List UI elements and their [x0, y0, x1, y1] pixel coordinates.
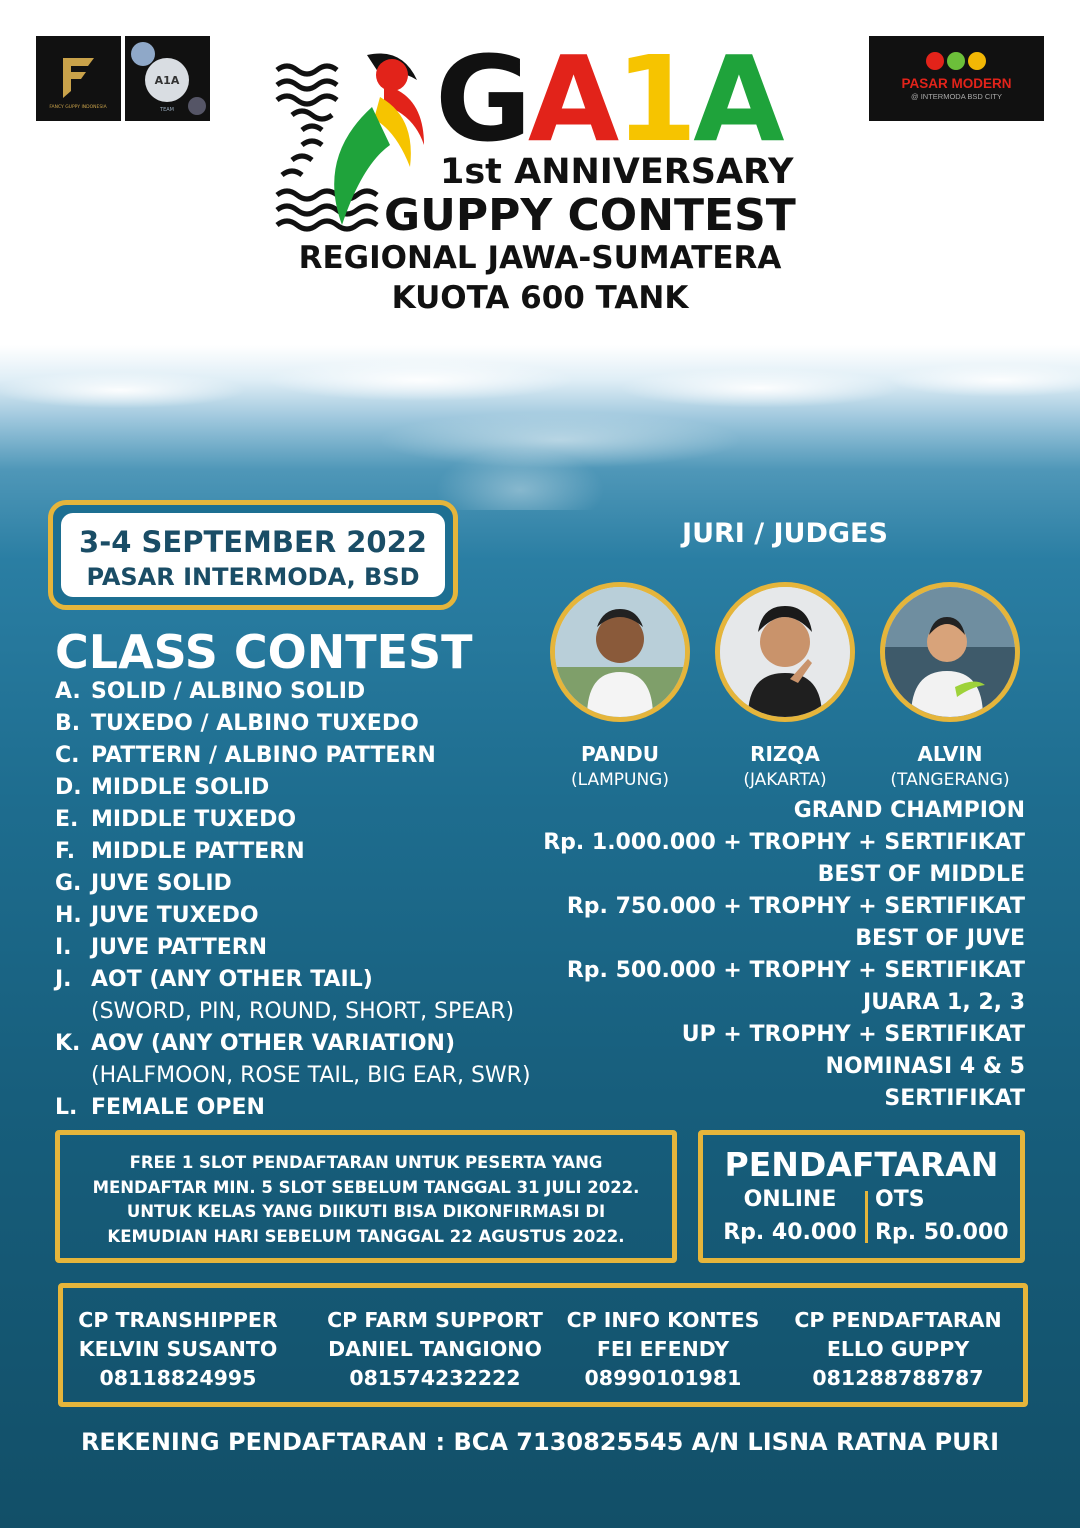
- class-letter: L.: [55, 1095, 78, 1120]
- judge-city: (TANGERANG): [890, 770, 1010, 790]
- class-letter: H.: [55, 903, 82, 928]
- avatar: [550, 582, 690, 722]
- class-label: JUVE TUXEDO: [91, 903, 259, 928]
- promo-line: UNTUK KELAS YANG DIIKUTI BISA DIKONFIRMASI DI: [126, 1202, 606, 1221]
- contact-name: ELLO GUPPY: [826, 1337, 970, 1361]
- class-letter: A.: [55, 679, 81, 704]
- bank-account-info: REKENING PENDAFTARAN : BCA 7130825545 A/N LISNA RATNA PURI: [80, 1428, 1000, 1456]
- contact-name: KELVIN SUSANTO: [78, 1337, 278, 1361]
- person-photo-icon: [720, 587, 850, 717]
- contact-farm-support: [320, 1306, 550, 1393]
- class-label: MIDDLE TUXEDO: [91, 807, 297, 832]
- promo-line: FREE 1 SLOT PENDAFTARAN UNTUK PESERTA YANG: [129, 1153, 603, 1172]
- registration-fee-box: [698, 1130, 1025, 1263]
- prize-title: BEST OF JUVE: [855, 926, 1025, 951]
- avatar: [880, 582, 1020, 722]
- online-price: Rp. 40.000: [723, 1220, 857, 1245]
- class-letter: E.: [55, 807, 79, 832]
- sponsor-logo-2: [125, 36, 210, 121]
- online-label: ONLINE: [743, 1187, 837, 1212]
- event-date-inner: [61, 513, 445, 597]
- contact-phone: 081288788787: [812, 1366, 984, 1390]
- class-label: JUVE SOLID: [91, 871, 232, 896]
- contact-role: CP INFO KONTES: [566, 1308, 760, 1332]
- class-item: [55, 772, 531, 804]
- gaia-team-emblem-icon: [125, 36, 210, 121]
- prize-title: NOMINASI 4 & 5: [825, 1054, 1025, 1079]
- contact-role: CP PENDAFTARAN: [794, 1308, 1002, 1332]
- contact-role: CP TRANSHIPPER: [78, 1308, 278, 1332]
- judge-city: (JAKARTA): [743, 770, 827, 790]
- judge-city: (LAMPUNG): [570, 770, 669, 790]
- avatar: [715, 582, 855, 722]
- regional-title: REGIONAL JAWA-SUMATERA: [298, 240, 782, 276]
- class-item: [55, 868, 531, 900]
- promo-line: KEMUDIAN HARI SEBELUM TANGGAL 22 AGUSTUS 2022.: [107, 1226, 625, 1246]
- anniversary-subtitle: 1st ANNIVERSARY: [440, 152, 794, 192]
- prize-reward: UP + TROPHY + SERTIFIKAT: [681, 1022, 1025, 1047]
- class-contest-list: [55, 676, 531, 1124]
- gaia-logo-text: [435, 30, 781, 168]
- class-letter: J.: [55, 967, 72, 992]
- prize-list: [543, 795, 1025, 1115]
- registration-divider: [865, 1191, 868, 1243]
- water-splash-decoration: [0, 350, 1080, 510]
- contact-pendaftaran: [783, 1306, 1013, 1393]
- svg-text:TEAM: TEAM: [160, 107, 174, 113]
- class-item-detail: (SWORD, PIN, ROUND, SHORT, SPEAR): [91, 999, 515, 1024]
- promo-line: MENDAFTAR MIN. 5 SLOT SEBELUM TANGGAL 31 JULI 2022.: [92, 1177, 640, 1197]
- event-date-box: [48, 500, 458, 610]
- judge-rizqa: [710, 582, 860, 790]
- prize-reward: Rp. 500.000 + TROPHY + SERTIFIKAT: [566, 958, 1025, 983]
- judge-name: PANDU: [581, 742, 659, 766]
- class-item: [55, 708, 531, 740]
- class-label: MIDDLE PATTERN: [91, 839, 305, 864]
- logo-letter-a2: A: [693, 30, 781, 168]
- registration-title: PENDAFTARAN: [724, 1145, 999, 1184]
- ots-price: Rp. 50.000: [875, 1220, 1009, 1245]
- prize-reward: Rp. 750.000 + TROPHY + SERTIFIKAT: [566, 894, 1025, 919]
- contact-persons-box: [58, 1283, 1028, 1407]
- class-label: JUVE PATTERN: [91, 935, 268, 960]
- judge-name: ALVIN: [917, 742, 983, 766]
- prize-title: GRAND CHAMPION: [793, 798, 1025, 823]
- ots-label: OTS: [875, 1187, 925, 1212]
- person-photo-icon: [555, 587, 685, 717]
- pasar-modern-subtext: @ INTERMODA BSD CITY: [911, 92, 1002, 101]
- logo-letter-a: A: [527, 30, 616, 168]
- logo-letter-1: 1: [615, 30, 694, 168]
- pasar-modern-text: PASAR MODERN: [901, 76, 1012, 91]
- class-label: SOLID / ALBINO SOLID: [91, 679, 366, 704]
- judge-name: RIZQA: [750, 742, 820, 766]
- contact-transhipper: [63, 1306, 293, 1393]
- event-venue: PASAR INTERMODA, BSD: [86, 563, 420, 591]
- person-photo-icon: [885, 587, 1015, 717]
- contact-phone: 08990101981: [584, 1366, 742, 1390]
- fancy-guppy-emblem-icon: [36, 36, 121, 121]
- class-letter: G.: [55, 871, 82, 896]
- pasar-modern-logo: [869, 36, 1044, 121]
- class-item: [55, 740, 531, 772]
- class-item: [55, 836, 531, 868]
- class-item: [55, 1092, 531, 1124]
- prize-reward: Rp. 1.000.000 + TROPHY + SERTIFIKAT: [543, 830, 1025, 855]
- class-label: AOV (ANY OTHER VARIATION): [91, 1031, 456, 1056]
- contest-subtitle: GUPPY CONTEST: [384, 190, 796, 241]
- class-item: [55, 676, 531, 708]
- class-label: FEMALE OPEN: [91, 1095, 265, 1120]
- judge-alvin: [875, 582, 1025, 790]
- class-label: AOT (ANY OTHER TAIL): [91, 967, 373, 992]
- sponsor-logo-1: [36, 36, 121, 121]
- class-item-detail: (HALFMOON, ROSE TAIL, BIG EAR, SWR): [91, 1063, 531, 1088]
- class-letter: D.: [55, 775, 82, 800]
- svg-text:FANCY GUPPY INDONESIA: FANCY GUPPY INDONESIA: [49, 105, 107, 110]
- registration-ots: [871, 1187, 1025, 1245]
- class-item: [55, 804, 531, 836]
- class-item: [55, 900, 531, 932]
- class-letter: I.: [55, 935, 72, 960]
- contact-phone: 08118824995: [99, 1366, 257, 1390]
- class-item: [55, 932, 531, 964]
- event-date: 3-4 SEPTEMBER 2022: [79, 525, 427, 559]
- contact-role: CP FARM SUPPORT: [327, 1308, 543, 1332]
- class-letter: F.: [55, 839, 76, 864]
- contact-name: FEI EFENDY: [596, 1337, 730, 1361]
- prize-title: BEST OF MIDDLE: [817, 862, 1025, 887]
- logo-letter-g: G: [435, 30, 528, 168]
- class-label: MIDDLE SOLID: [91, 775, 270, 800]
- registration-online: [715, 1187, 865, 1245]
- prize-title: JUARA 1, 2, 3: [863, 990, 1025, 1015]
- class-letter: K.: [55, 1031, 81, 1056]
- contact-phone: 081574232222: [349, 1366, 521, 1390]
- class-item: [55, 1028, 531, 1060]
- class-letter: B.: [55, 711, 81, 736]
- class-contest-title: CLASS CONTEST: [55, 625, 473, 679]
- svg-text:A1A: A1A: [154, 74, 180, 87]
- class-item: [55, 964, 531, 996]
- class-letter: C.: [55, 743, 80, 768]
- class-label: TUXEDO / ALBINO TUXEDO: [91, 711, 419, 736]
- judge-pandu: [545, 582, 695, 790]
- contact-info-kontes: [548, 1306, 778, 1393]
- class-label: PATTERN / ALBINO PATTERN: [91, 743, 436, 768]
- contact-name: DANIEL TANGIONO: [328, 1337, 542, 1361]
- judges-title: JURI / JUDGES: [682, 518, 888, 549]
- quota-title: KUOTA 600 TANK: [391, 280, 689, 316]
- free-slot-promo-box: [55, 1130, 677, 1263]
- prize-reward: SERTIFIKAT: [884, 1086, 1025, 1111]
